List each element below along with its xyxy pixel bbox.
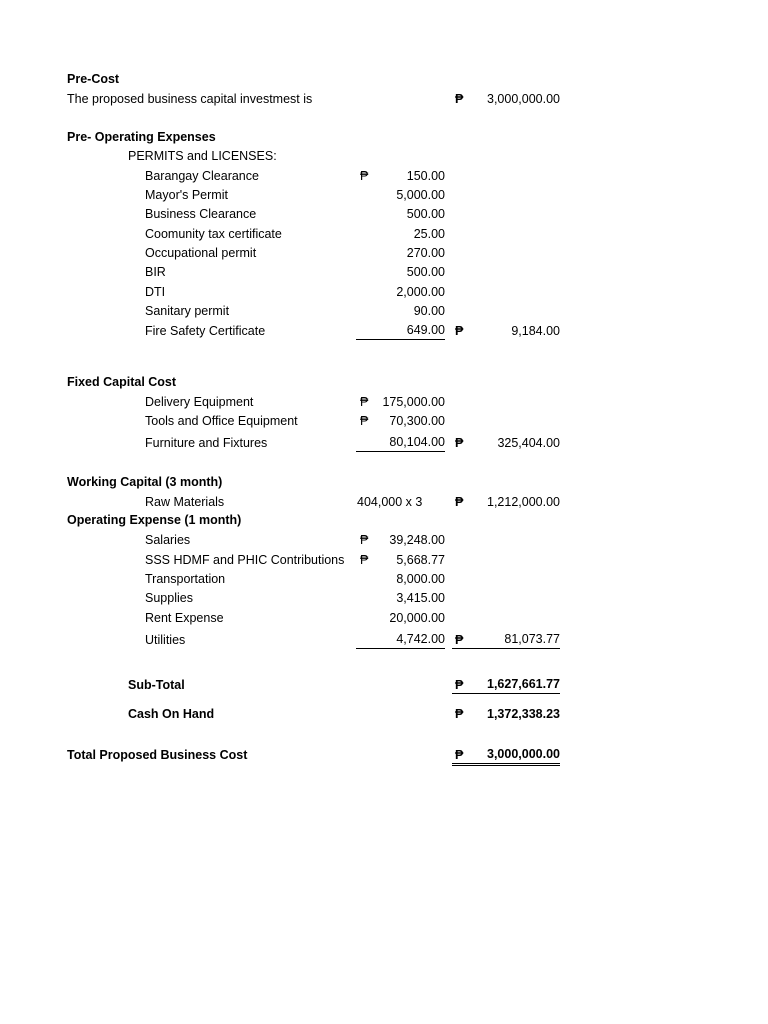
operating-expense-row [0, 631, 768, 649]
item-amount: 175,000.00 [382, 395, 445, 409]
peso-sign: ₱ [455, 324, 464, 338]
peso-sign: ₱ [455, 495, 464, 509]
item-amount: 270.00 [406, 246, 445, 260]
subtotal-row [0, 676, 768, 694]
item-label: Transportation [145, 572, 226, 586]
operating-expense-row [0, 570, 768, 588]
section-total: 81,073.77 [452, 631, 560, 649]
peso-sign: ₱ [360, 414, 369, 428]
item-amount: 500.00 [406, 265, 445, 279]
item-amount: 649.00 [356, 322, 445, 340]
peso-sign: ₱ [455, 92, 464, 106]
item-label: Tools and Office Equipment [145, 414, 298, 428]
operating-expense-heading-row [0, 511, 768, 529]
section-heading: Operating Expense (1 month) [67, 513, 242, 527]
section-heading: Working Capital (3 month) [67, 475, 223, 489]
cash-on-hand-amount: 1,372,338.23 [487, 707, 560, 721]
item-label: BIR [145, 265, 166, 279]
item-label: SSS HDMF and PHIC Contributions [145, 553, 345, 567]
item-amount: 70,300.00 [389, 414, 445, 428]
capital-amount: 3,000,000.00 [487, 92, 560, 106]
item-label: Furniture and Fixtures [145, 436, 268, 450]
item-label: DTI [145, 285, 166, 299]
item-amount: 4,742.00 [356, 631, 445, 649]
peso-sign: ₱ [360, 533, 369, 547]
section-heading: Pre- Operating Expenses [67, 130, 216, 144]
item-label: Business Clearance [145, 207, 257, 221]
item-expression: 404,000 x 3 [357, 495, 423, 509]
grand-total-row [0, 746, 768, 764]
section-total: 9,184.00 [511, 324, 560, 338]
peso-sign: ₱ [360, 395, 369, 409]
permit-row [0, 167, 768, 185]
section-heading: Fixed Capital Cost [67, 375, 177, 389]
item-label: Salaries [145, 533, 191, 547]
working-capital-heading-row [0, 473, 768, 491]
raw-materials-row [0, 493, 768, 511]
fixed-capital-row [0, 393, 768, 411]
peso-sign: ₱ [455, 678, 464, 692]
operating-expense-row [0, 531, 768, 549]
operating-expense-row [0, 609, 768, 627]
item-amount: 150.00 [406, 169, 445, 183]
item-label: Utilities [145, 633, 186, 647]
item-amount: 2,000.00 [396, 285, 445, 299]
item-label: Occupational permit [145, 246, 257, 260]
permit-row [0, 302, 768, 320]
item-label: Barangay Clearance [145, 169, 259, 183]
fixed-capital-heading-row [0, 373, 768, 391]
item-amount: 80,104.00 [356, 434, 445, 452]
permit-row [0, 283, 768, 301]
permit-row [0, 205, 768, 223]
peso-sign: ₱ [455, 436, 464, 450]
peso-sign: ₱ [455, 707, 464, 721]
cash-on-hand-row [0, 705, 768, 723]
operating-expense-row [0, 589, 768, 607]
item-label: Rent Expense [145, 611, 224, 625]
item-label: Mayor's Permit [145, 188, 228, 202]
cash-on-hand-label: Cash On Hand [128, 707, 215, 721]
subsection-heading: PERMITS and LICENSES: [128, 149, 277, 163]
item-amount: 39,248.00 [389, 533, 445, 547]
item-label: Coomunity tax certificate [145, 227, 282, 241]
item-amount: 8,000.00 [396, 572, 445, 586]
permits-subheading-row [0, 147, 768, 165]
item-amount: 25.00 [413, 227, 445, 241]
pre-cost-heading-row [0, 70, 768, 88]
operating-expense-row [0, 551, 768, 569]
item-label: Fire Safety Certificate [145, 324, 266, 338]
item-label: Sanitary permit [145, 304, 230, 318]
subtotal-label: Sub-Total [128, 678, 185, 692]
section-heading: Pre-Cost [67, 72, 120, 86]
section-total: 325,404.00 [497, 436, 560, 450]
capital-statement: The proposed business capital investmest is [67, 92, 313, 106]
item-label: Supplies [145, 591, 193, 605]
fixed-capital-row [0, 434, 768, 452]
item-amount: 3,415.00 [396, 591, 445, 605]
pre-operating-heading-row [0, 128, 768, 146]
permit-row [0, 225, 768, 243]
permit-row [0, 186, 768, 204]
permit-row [0, 263, 768, 281]
item-amount: 5,000.00 [396, 188, 445, 202]
grand-total-amount: 3,000,000.00 [452, 746, 560, 766]
peso-sign: ₱ [455, 633, 464, 647]
section-total: 1,212,000.00 [487, 495, 560, 509]
capital-investment-row [0, 90, 768, 108]
permit-row [0, 244, 768, 262]
item-amount: 90.00 [413, 304, 445, 318]
item-amount: 20,000.00 [389, 611, 445, 625]
item-label: Raw Materials [145, 495, 225, 509]
peso-sign: ₱ [455, 748, 464, 762]
subtotal-amount: 1,627,661.77 [452, 676, 560, 694]
item-amount: 500.00 [406, 207, 445, 221]
grand-total-label: Total Proposed Business Cost [67, 748, 248, 762]
item-amount: 5,668.77 [396, 553, 445, 567]
permit-row [0, 322, 768, 340]
fixed-capital-row [0, 412, 768, 430]
peso-sign: ₱ [360, 169, 369, 183]
item-label: Delivery Equipment [145, 395, 254, 409]
peso-sign: ₱ [360, 553, 369, 567]
